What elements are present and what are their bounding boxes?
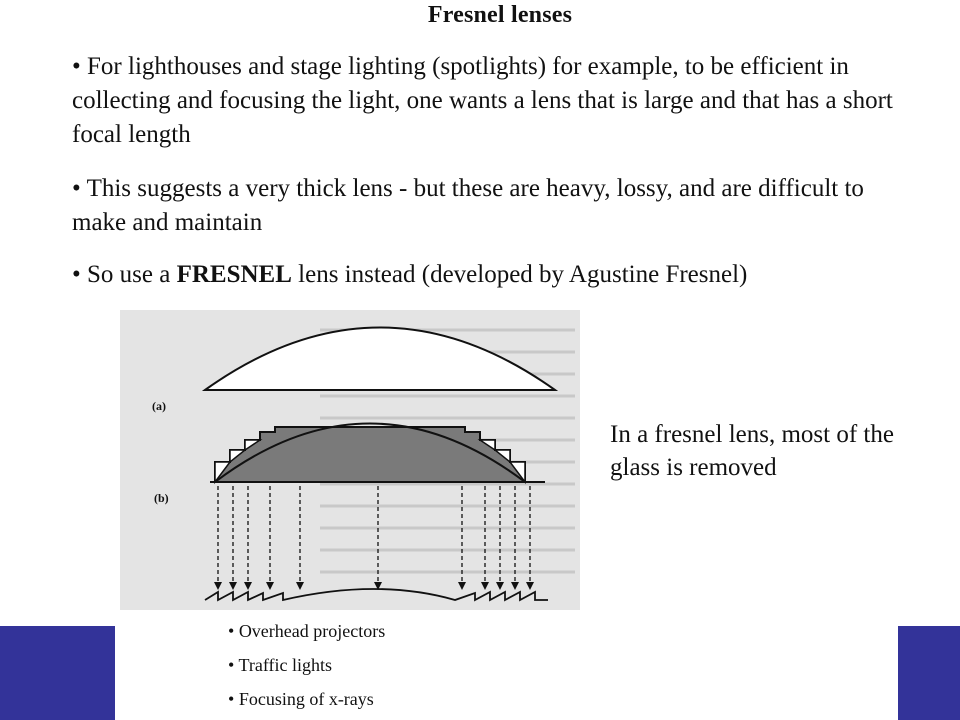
application-item [228, 648, 548, 682]
bullet-text: For lighthouses and stage lighting (spotlights) for example, to be efficient in collecting and focusing the light, one wants a lens that is large and that has a short focal length [72, 53, 893, 148]
bullet-text-after: lens instead (developed by Agustine Fresnel) [291, 261, 748, 288]
fresnel-emphasis: FRESNEL [176, 261, 292, 288]
bullet-text-before: So use a [87, 261, 177, 288]
plano-convex-lens [205, 328, 555, 391]
application-text: Focusing of x-rays [238, 689, 374, 709]
slide-title: Fresnel lenses [427, 2, 573, 28]
bullet-marker: • [72, 53, 81, 80]
applications-list [228, 614, 548, 716]
application-marker: • [228, 621, 235, 641]
figure-caption: In a fresnel lens, most of the glass is removed [610, 421, 894, 481]
application-item [228, 682, 548, 716]
decorative-bar-right [898, 626, 960, 720]
bullet-2 [72, 172, 902, 240]
application-item [228, 614, 548, 648]
bullet-marker: • [72, 175, 81, 202]
lens-diagram-svg [120, 310, 580, 610]
lens-diagram [120, 310, 580, 610]
bullet-text: This suggests a very thick lens - but these are heavy, lossy, and are difficult to make and maintain [72, 175, 864, 236]
figure-label-a: (a) [152, 399, 166, 413]
bullet-marker: • [72, 261, 81, 288]
fresnel-profile [205, 589, 548, 600]
decorative-bar-left [0, 626, 115, 720]
application-text: Traffic lights [238, 655, 333, 675]
application-text: Overhead projectors [238, 621, 386, 641]
bullet-3 [72, 258, 902, 292]
bullet-1 [72, 50, 902, 152]
projection-arrows [218, 486, 530, 584]
lens-removed-glass [215, 427, 525, 482]
figure-label-b: (b) [154, 491, 169, 505]
application-marker: • [228, 655, 235, 675]
application-marker: • [228, 689, 235, 709]
